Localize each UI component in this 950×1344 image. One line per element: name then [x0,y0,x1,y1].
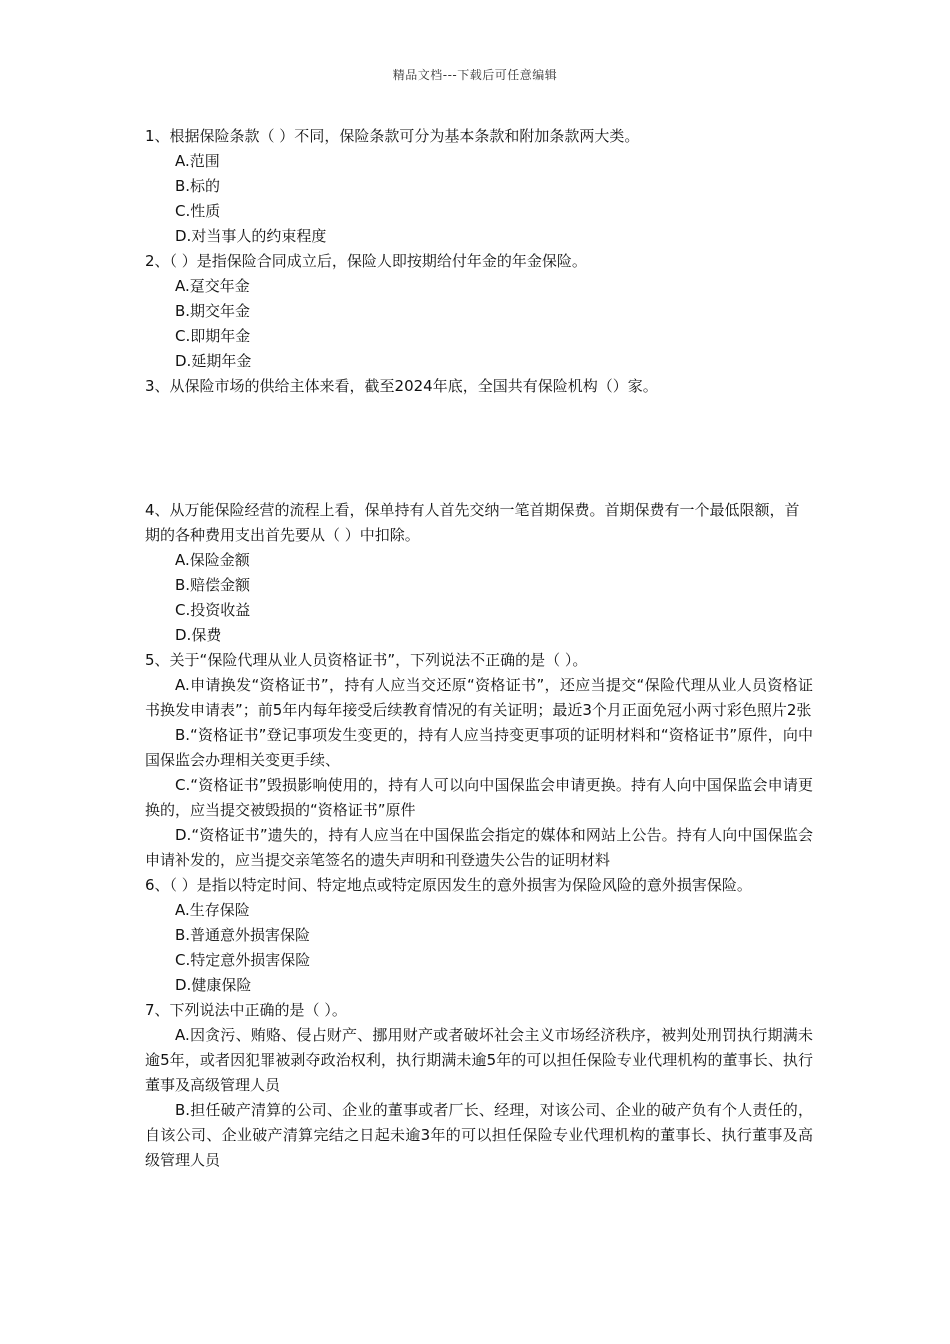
question-1-option-a: A.范围 [175,152,220,170]
question-1-option-d: D.对当事人的约束程度 [175,227,327,245]
question-4: 4、从万能保险经营的流程上看，保单持有人首先交纳一笔首期保费。首期保费有一个最低限额，首期的各种费用支出首先要从（ ）中扣除。 [145,501,800,544]
question-2-option-c: C.即期年金 [175,327,251,345]
question-7-option-b: B.担任破产清算的公司、企业的董事或者厂长、经理，对该公司、企业的破产负有个人责任的，自该公司、企业破产清算完结之日起未逾3年的可以担任保险专业代理机构的董事长、执行董事及高级管理人员 [145,1101,813,1169]
question-4-option-c: C.投资收益 [175,601,251,619]
question-4-option-a: A.保险金额 [175,551,250,569]
question-5-option-c: C.“资格证书”毁损影响使用的，持有人可以向中国保监会申请更换。持有人向中国保监会申请更换的，应当提交被毁损的“资格证书”原件 [145,776,813,819]
question-3: 3、从保险市场的供给主体来看，截至2024年底，全国共有保险机构（）家。 [145,377,658,395]
question-list [145,124,813,1173]
page-header: 精品文档---下载后可任意编辑 [392,68,558,82]
question-6-option-b: B.普通意外损害保险 [175,926,311,944]
blank-space [145,399,813,498]
question-5-option-a: A.申请换发“资格证书”，持有人应当交还原“资格证书”，还应当提交“保险代理从业人员资格证书换发申请表”；前5年内每年接受后续教育情况的有关证明；最近3个月正面免冠小两寸彩色照片2张 [145,676,813,719]
question-2-option-d: D.延期年金 [175,352,252,370]
question-7: 7、下列说法中正确的是（ ）。 [145,1001,347,1019]
question-7-option-a: A.因贪污、贿赂、侵占财产、挪用财产或者破坏社会主义市场经济秩序，被判处刑罚执行期满未逾5年，或者因犯罪被剥夺政治权利，执行期满未逾5年的可以担任保险专业代理机构的董事长、执行董事及高级管理人员 [145,1026,813,1094]
question-6-option-c: C.特定意外损害保险 [175,951,311,969]
question-4-option-b: B.赔偿金额 [175,576,251,594]
question-2: 2、（ ）是指保险合同成立后，保险人即按期给付年金的年金保险。 [145,252,587,270]
question-5-option-b: B.“资格证书”登记事项发生变更的，持有人应当持变更事项的证明材料和“资格证书”原件，向中国保监会办理相关变更手续、 [145,726,813,769]
question-1: 1、根据保险条款（ ）不同，保险条款可分为基本条款和附加条款两大类。 [145,127,640,145]
question-1-option-c: C.性质 [175,202,221,220]
question-1-option-b: B.标的 [175,177,221,195]
question-6: 6、（ ）是指以特定时间、特定地点或特定原因发生的意外损害为保险风险的意外损害保险。 [145,876,752,894]
question-5: 5、关于“保险代理从业人员资格证书”，下列说法不正确的是（ ）。 [145,651,588,669]
question-5-option-d: D.“资格证书”遗失的，持有人应当在中国保监会指定的媒体和网站上公告。持有人向中国保监会申请补发的，应当提交亲笔签名的遗失声明和刊登遗失公告的证明材料 [145,826,813,869]
question-2-option-b: B.期交年金 [175,302,251,320]
question-6-option-d: D.健康保险 [175,976,252,994]
question-4-option-d: D.保费 [175,626,222,644]
question-6-option-a: A.生存保险 [175,901,250,919]
question-2-option-a: A.趸交年金 [175,277,250,295]
